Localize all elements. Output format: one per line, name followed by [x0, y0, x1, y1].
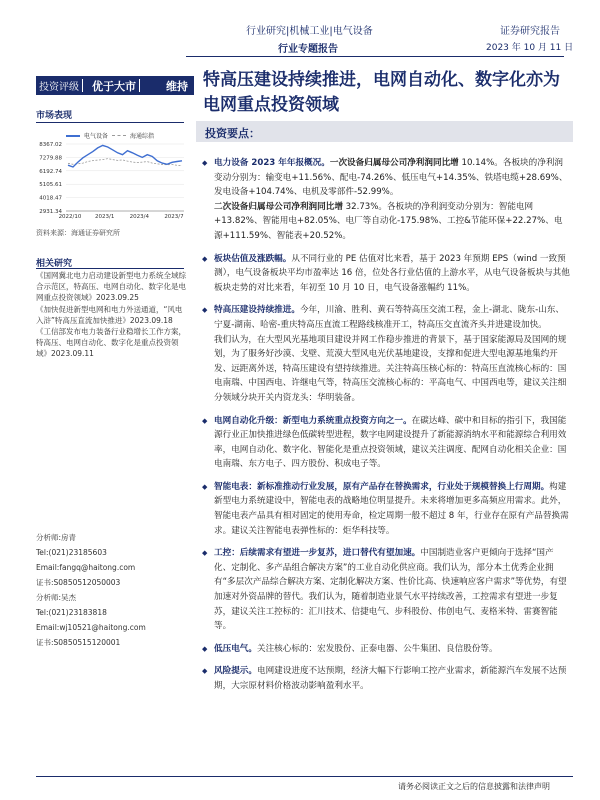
y-tick-label: 7279.88 [39, 155, 62, 162]
bullet-lead: 低压电气。 [214, 643, 257, 654]
bullet-text: 构建新型电力系统建设中，智能电表的战略地位明显提升。未来将增加更多高频应用需求。此外，智能电表产品具有相对固定的使用寿命，检定周期一般不超过 8 年，行业存在原有产品替换需求。建议关注智能电表弹性标的：炬华科技等。 [214, 481, 569, 536]
market-chart [36, 138, 186, 220]
bullet-text: 10.14%。各板块的净利润变动分别为：输变电+11.56%、配电-74.26%、低压电气+14.35%、铁塔电缆+28.69%、发电设备+104.74%、电机及零部件-52.99%。 [214, 158, 568, 198]
bullet-text: 在碳达峰、碳中和目标的指引下，我国能源行业正加快推进绿色低碳转型进程，数字电网建设提升了新能源消纳水平和能源综合利用效率，电网自动化、数字化、智能化是重点投资领域，建议关注调度、配网自动化相关企业：国电南瑞、东方电子、四方股份、积成电子等。 [214, 415, 567, 470]
related-list [36, 270, 186, 360]
header-date: 2023 年 10 月 11 日 [486, 43, 574, 53]
legend-label: 海通综指 [130, 133, 155, 140]
bullet-paragraph [200, 642, 570, 657]
footer-disclaimer: 请务必阅读正文之后的信息披露和法律声明 [398, 782, 550, 791]
y-tick-label: 6192.74 [39, 168, 62, 175]
bullet-continuation: 我们认为，在大型风光基地项目建设并网工作稳步推进的背景下，基于国家能源局及国网的规划，为了服务好沙漠、戈壁、荒漠大型风电光伏基地建设，支撑和促进大型电源基地集约开发、远距离外送，特高压建设有望持续推进。关注特高压核心标的：特高压直流核心标的：国电南瑞、中国西电、许继电气等，特高压交流核心标的：平高电气、中国西电等，建议关注细分领域分块开关内资龙头：华明装备。 [214, 334, 567, 403]
bullet-text: 今年，川渝、胜利、黄石等特高压交流工程，金上-湖北、陇东-山东、宁夏-湖南、哈密-重庆特高压直流工程路线核准开工，特高压交直流齐头并进建设加快。 [214, 305, 564, 330]
bullet-text: 从不同行业的 PE 估值对比来看，基于 2023 年预期 EPS（wind 一致预测），电气设备板块平均市盈率达 16 倍，位处各行业估值的上游水平，从电气设备板块与其他板块走势的对比来看，年初至 10 月 10 日，电气设备涨幅约 11%。 [214, 253, 570, 293]
bullet-paragraph [200, 414, 570, 472]
legend-line-icon [66, 135, 80, 137]
chart-source: 资料来源：海通证券研究所 [36, 229, 120, 237]
bullet-paragraph [200, 303, 570, 332]
analyst-list [36, 530, 186, 650]
analyst-name: 分析师:吴杰 [36, 593, 77, 602]
header-categories: 行业研究|机械工业|电气设备 [246, 26, 373, 37]
y-tick-label: 2931.34 [39, 209, 62, 215]
rating-separator [139, 79, 146, 92]
legend-label: 电气设备 [84, 133, 109, 140]
analyst-cert: 证书:S0850512050003 [36, 578, 121, 587]
analyst-tel: Tel:(021)23185603 [36, 548, 107, 557]
bullet-text: 32.73%。各板块的净利润变动分别为：智能电网+13.82%、智能用电+82.05%、电厂等自动化-175.98%、工控&节能环保+22.27%、电源+111.59%、智能表+20.52%。 [214, 201, 563, 241]
bullet-paragraph [200, 546, 570, 634]
y-tick-label: 5105.61 [39, 182, 62, 189]
header-special: 行业专题报告 [278, 44, 338, 55]
x-tick-label: 2023/4 [129, 214, 150, 220]
bullet-lead: 板块估值及涨跌幅。 [214, 253, 292, 264]
related-divider [36, 268, 184, 269]
bullet-text: 关注核心标的：宏发股份、正泰电器、公牛集团、良信股份等。 [256, 643, 498, 654]
header-report-type: 证券研究报告 [500, 26, 560, 37]
bullet-lead: 风险提示。 [214, 666, 257, 677]
analyst-email[interactable]: Email:fangq@haitong.com [36, 563, 136, 572]
x-tick-label: 2023/1 [94, 214, 115, 220]
bullet-lead: 工控：后续需求有望进一步复苏，进口替代有望加速。 [214, 548, 421, 559]
bullet-emphasis: 二次设备归属母公司净利润同比增 [214, 201, 343, 212]
y-axis-ticks [39, 142, 184, 215]
bullet-text: 电网建设进度不达预期，经济大幅下行影响工控产业需求，新能源汽车发展不达预期，大宗原材料价格波动影响盈利水平。 [214, 666, 567, 691]
x-tick-label: 2023/7 [164, 214, 184, 220]
key-points-body [200, 152, 570, 694]
series-line-primary [68, 145, 182, 167]
rating-box [36, 76, 194, 95]
y-tick-label: 8367.02 [39, 142, 62, 148]
related-item: 《国网冀北电力启动建设新型电力系统全域综合示范区，特高压、电网自动化、数字化是电网重点投资领域》2023.09.25 [36, 271, 186, 303]
rating-value: 优于大市 [92, 79, 136, 93]
market-divider [36, 122, 184, 123]
report-title: 特高压建设持续推进，电网自动化、数字化亦为电网重点投资领域 [203, 70, 560, 115]
rating-label: 投资评级 [39, 82, 79, 93]
bullet-lead: 电力设备 2023 年年报概况。 [214, 158, 330, 168]
analyst-cert: 证书:S0850515120001 [36, 638, 121, 647]
analyst-email[interactable]: Email:wj10521@haitong.com [36, 623, 146, 632]
x-tick-label: 2022/10 [58, 214, 82, 220]
analyst-name: 分析师:房青 [36, 533, 77, 542]
related-item: 《工信部发布电力装备行业稳增长工作方案，特高压、电网自动化、数字化是重点投资领域》2023.09.11 [36, 327, 186, 359]
bullet-text: 中国制造业客户更倾向于选择“国产化、定制化、多产品组合解决方案”的工业自动化供应商。我们认为，部分本土优秀企业拥有“多层次产品综合解决方案、定制化解决方案、性价比高、快速响应客户需求”等优势，有望加速对外资品牌的替代。我们认为，随着制造业景气水平持续改善，工控需求有望进一步复苏，建议关注工控标的：汇川技术、信捷电气、步科股份、伟创电气、麦格米特、雷赛智能等。 [214, 548, 567, 632]
market-label: 市场表现 [36, 111, 73, 121]
footer-divider [36, 776, 573, 777]
bullet-paragraph [200, 664, 570, 693]
key-points-title: 投资要点： [205, 127, 260, 140]
legend-dash-icon [112, 135, 126, 136]
bullet-paragraph [200, 480, 570, 538]
bullet-emphasis: 一次设备归属母公司净利润同比增 [329, 158, 459, 168]
rating-action: 维持 [166, 79, 188, 93]
bullet-continuation [200, 200, 570, 244]
related-item: 《加快促进新型电网和电力外送通道，“风电入浒”特高压直流加快推进》2023.09.18 [36, 304, 183, 325]
bullet-paragraph [200, 156, 570, 200]
related-label: 相关研究 [36, 259, 73, 269]
y-tick-label: 4018.47 [39, 195, 62, 202]
x-axis-ticks [59, 214, 185, 220]
bullet-lead: 电网自动化升级：新型电力系统重点投资方向之一。 [214, 415, 412, 426]
bullet-lead: 智能电表：新标准推动行业发展，原有产品存在替换需求，行业处于规模替换上行周期。 [214, 481, 550, 492]
bullet-paragraph [200, 252, 570, 296]
rating-separator [82, 79, 89, 92]
bullet-lead: 特高压建设持续推进。 [214, 305, 300, 316]
header-divider [186, 56, 564, 57]
analyst-tel: Tel:(021)23183818 [36, 608, 107, 617]
